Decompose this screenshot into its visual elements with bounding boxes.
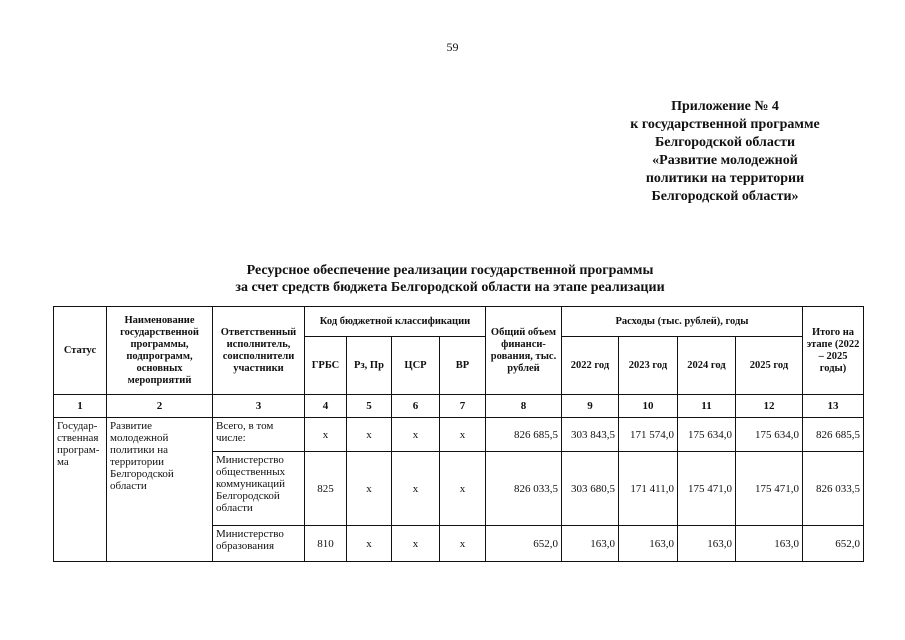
total-cell: 826 033,5 (486, 452, 562, 526)
appendix-header (610, 98, 840, 206)
header-csr: ЦСР (392, 337, 440, 395)
column-number: 7 (440, 395, 486, 418)
header-budget-code: Код бюджетной классификации (305, 307, 486, 337)
column-number: 8 (486, 395, 562, 418)
column-number: 3 (213, 395, 305, 418)
grbs-cell: 810 (305, 526, 347, 562)
appendix-line: Белгородской области (654, 135, 796, 150)
header-grbs: ГРБС (305, 337, 347, 395)
y2022-cell: 163,0 (562, 526, 619, 562)
appendix-line: «Развитие молодежной (652, 153, 798, 168)
rz-pr-cell: х (347, 452, 392, 526)
column-number: 5 (347, 395, 392, 418)
header-name: Наименование государственной программы, подпрограмм, основных мероприятий (107, 307, 213, 395)
column-number: 13 (803, 395, 864, 418)
y2025-cell: 163,0 (736, 526, 803, 562)
title-line: Ресурсное обеспечение реализации государственной программы (246, 263, 654, 278)
y2024-cell: 163,0 (678, 526, 736, 562)
column-number: 1 (54, 395, 107, 418)
column-number: 10 (619, 395, 678, 418)
appendix-line: Приложение № 4 (671, 99, 779, 114)
total-cell: 652,0 (486, 526, 562, 562)
executor-cell: Всего, в том числе: (213, 418, 305, 452)
header-status: Статус (54, 307, 107, 395)
stage-total-cell: 652,0 (803, 526, 864, 562)
csr-cell: х (392, 526, 440, 562)
document-title (150, 262, 750, 296)
csr-cell: х (392, 418, 440, 452)
header-rz-pr: Рз, Пр (347, 337, 392, 395)
column-number: 2 (107, 395, 213, 418)
executor-cell: Министерство общественных коммуникаций Белгородской области (213, 452, 305, 526)
y2022-cell: 303 843,5 (562, 418, 619, 452)
column-number: 4 (305, 395, 347, 418)
page-number: 59 (446, 40, 459, 54)
title-line: за счет средств бюджета Белгородской области на этапе реализации (235, 280, 665, 295)
column-number: 12 (736, 395, 803, 418)
y2025-cell: 175 471,0 (736, 452, 803, 526)
y2024-cell: 175 471,0 (678, 452, 736, 526)
budget-table (53, 306, 864, 562)
y2024-cell: 175 634,0 (678, 418, 736, 452)
rz-pr-cell: х (347, 418, 392, 452)
table-row (54, 418, 864, 452)
header-stage-total: Итого на этапе (2022 – 2025 годы) (803, 307, 864, 395)
vr-cell: х (440, 526, 486, 562)
y2023-cell: 163,0 (619, 526, 678, 562)
total-cell: 826 685,5 (486, 418, 562, 452)
header-2024: 2024 год (678, 337, 736, 395)
y2022-cell: 303 680,5 (562, 452, 619, 526)
vr-cell: х (440, 452, 486, 526)
executor-cell: Министерство образования (213, 526, 305, 562)
header-executor: Ответственный исполнитель, соисполнители участники (213, 307, 305, 395)
column-number: 9 (562, 395, 619, 418)
y2023-cell: 171 411,0 (619, 452, 678, 526)
csr-cell: х (392, 452, 440, 526)
header-2022: 2022 год (562, 337, 619, 395)
stage-total-cell: 826 033,5 (803, 452, 864, 526)
column-number: 11 (678, 395, 736, 418)
program-name-cell: Развитие молодежной политики на территории Белгородской области (107, 418, 213, 562)
stage-total-cell: 826 685,5 (803, 418, 864, 452)
header-2023: 2023 год (619, 337, 678, 395)
header-expenses: Расходы (тыс. рублей), годы (562, 307, 803, 337)
appendix-line: политики на территории (645, 171, 805, 186)
appendix-line: к государственной программе (630, 117, 820, 132)
grbs-cell: х (305, 418, 347, 452)
status-cell: Государ-ственная програм-ма (54, 418, 107, 562)
rz-pr-cell: х (347, 526, 392, 562)
column-number: 6 (392, 395, 440, 418)
header-2025: 2025 год (736, 337, 803, 395)
header-total-volume: Общий объем финанси-рования, тыс. рублей (486, 307, 562, 395)
y2023-cell: 171 574,0 (619, 418, 678, 452)
grbs-cell: 825 (305, 452, 347, 526)
appendix-line: Белгородской области» (651, 189, 799, 204)
vr-cell: х (440, 418, 486, 452)
header-vr: ВР (440, 337, 486, 395)
y2025-cell: 175 634,0 (736, 418, 803, 452)
